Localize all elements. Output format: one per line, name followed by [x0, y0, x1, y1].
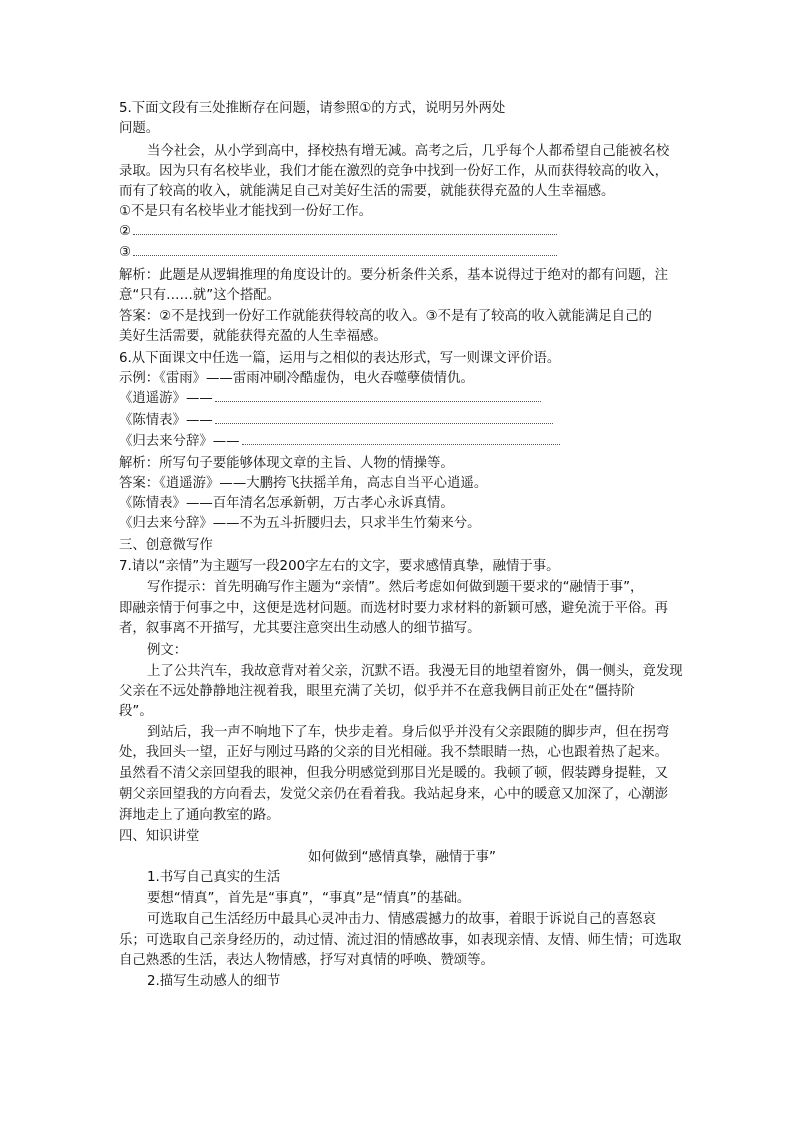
q6-example: 示例：《雷雨》——雷雨冲刷冷酷虚伪，电火吞噬孽债情仇。 [119, 371, 474, 386]
lecture-title: 如何做到“感情真挚，融情于事” [308, 850, 496, 865]
q6-blank2-row [119, 411, 553, 431]
q5-answer-line1: 答案：②不是找到一份好工作就能获得较高的收入。③不是有了较高的收入就能满足自己的 [119, 309, 652, 324]
tip-line1: 写作提示：首先明确写作主题为“亲情”。然后考虑如何做到题干要求的“融情于事”， [147, 580, 644, 595]
essay-p2-line1: 到站后，我一声不响地下了车，快步走着。身后似乎并没有父亲跟随的脚步声，但在拐弯 [147, 725, 670, 740]
tip-line2: 即融亲情于何事之中，这便是选材问题。而选材时要力求材料的新颖可感，避免流于平俗。再 [119, 601, 669, 616]
q6-answer-line2: 《陈情表》——百年清名怎承新朝，万古孝心永诉真情。 [119, 496, 454, 511]
lecture-h1-p2-line1: 可选取自己生活经历中最具心灵冲击力、情感震撼力的故事，着眼于诉说自己的喜怒哀 [147, 912, 656, 927]
tip-line3: 者，叙事离不开描写，尤其要注意突出生动感人的细节描写。 [119, 621, 481, 636]
q7-stem: 7.请以“亲情”为主题写一段200字左右的文字，要求感情真挚，融情于事。 [119, 559, 560, 574]
q6-blank3-label: 《归去来兮辞》—— [119, 434, 240, 449]
q6-answer-line3: 《归去来兮辞》——不为五斗折腰归去，只求半生竹菊来兮。 [119, 516, 481, 531]
q5-passage-line3: 而有了较高的收入，就能满足自己对美好生活的需要，就能获得充盈的人生幸福感。 [119, 184, 615, 199]
q5-item2-label: ② [119, 224, 132, 239]
answer-blank-line [242, 443, 560, 445]
essay-p1-line2: 父亲在不远处静静地注视着我，眼里充满了关切，似乎并不在意我俩目前正处在“僵持阶 [119, 684, 635, 699]
answer-blank-line [133, 254, 557, 256]
q5-answer-line2: 美好生活需要，就能获得充盈的人生幸福感。 [119, 329, 387, 344]
q6-answer-line1: 答案：《逍遥游》——大鹏挎飞扶摇羊角，高志自当平心逍遥。 [119, 476, 488, 491]
answer-blank-line [133, 233, 557, 235]
q5-stem-line1: 5.下面文段有三处推断存在问题，请参照①的方式，说明另外两处 [119, 101, 506, 116]
q5-item3-label: ③ [119, 245, 132, 260]
q5-item3-row [119, 243, 557, 263]
section3-heading: 三、创意微写作 [119, 538, 213, 553]
q5-passage-line1: 当今社会，从小学到高中，择校热有增无减。高考之后，几乎每个人都希望自己能被名校 [147, 144, 670, 159]
q5-passage-line2: 录取。因为只有名校毕业，我们才能在激烈的竞争中找到一份好工作，从而获得较高的收入， [119, 164, 669, 179]
lecture-h1: 1.书写自己真实的生活 [147, 870, 281, 885]
example-label: 例文： [147, 643, 188, 658]
essay-p2-line2: 处，我回头一望，正好与刚过马路的父亲的目光相碰。我不禁眼睛一热，心也跟着热了起来。 [119, 745, 669, 760]
answer-blank-line [215, 400, 541, 402]
essay-p1-line1: 上了公共汽车，我故意背对着父亲，沉默不语。我漫无目的地望着窗外，偶一侧头，竟发现 [147, 664, 683, 679]
lecture-h2: 2.描写生动感人的细节 [147, 974, 281, 989]
q6-blank2-label: 《陈情表》—— [119, 413, 213, 428]
lecture-h1-p2-line3: 自己熟悉的生活，表达人物情感，抒写对真情的呼唤、赞颂等。 [119, 953, 494, 968]
section4-heading: 四、知识讲堂 [119, 829, 200, 844]
q5-item1: ①不是只有名校毕业才能找到一份好工作。 [119, 204, 373, 219]
q5-analysis-line2: 意“只有……就”这个搭配。 [119, 288, 281, 303]
q6-analysis: 解析：所写句子要能够体现文章的主旨、人物的情操等。 [119, 456, 454, 471]
answer-blank-line [215, 422, 553, 424]
lecture-h1-p1: 要想“情真”，首先是“事真”，“事真”是“情真”的基础。 [147, 891, 471, 906]
essay-p2-line3: 虽然看不清父亲回望我的眼神，但我分明感觉到那目光是暖的。我顿了顿，假装蹲身提鞋，又 [119, 766, 669, 781]
q6-stem: 6.从下面课文中任选一篇，运用与之相似的表达形式，写一则课文评价语。 [119, 351, 561, 366]
q5-analysis-line1: 解析：此题是从逻辑推理的角度设计的。要分析条件关系，基本说得过于绝对的都有问题，注 [119, 268, 669, 283]
essay-p2-line4: 朝父亲回望我的方向看去，发觉父亲仍在看着我。我站起身来，心中的暖意又加深了，心潮澎 [119, 787, 669, 802]
essay-p1-line3: 段”。 [119, 704, 153, 719]
q5-stem-line2: 问题。 [119, 121, 160, 136]
q6-blank1-label: 《逍遥游》—— [119, 391, 213, 406]
q5-item2-row [119, 222, 557, 242]
q6-blank1-row [119, 389, 541, 409]
q6-blank3-row [119, 432, 560, 452]
essay-p2-line5: 湃地走上了通向教室的路。 [119, 808, 280, 823]
lecture-h1-p2-line2: 乐；可选取自己亲身经历的，动过情、流过泪的情感故事，如表现亲情、友情、师生情；可选取 [119, 933, 682, 948]
